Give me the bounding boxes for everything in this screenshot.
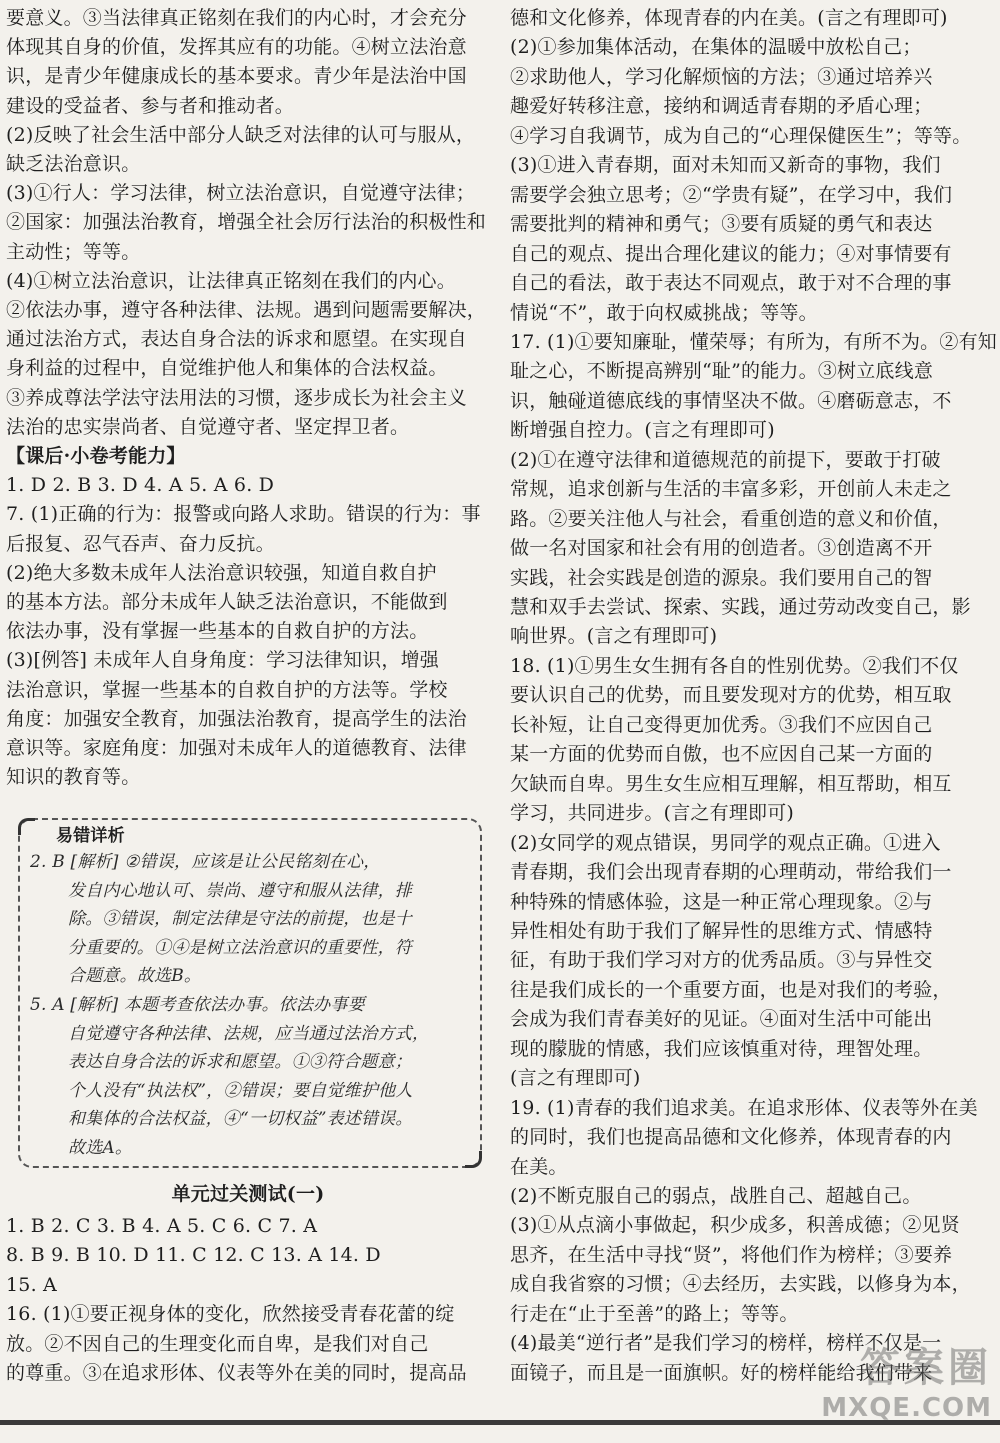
text-line: 需要学会独立思考；②“学贵有疑”，在学习中，我们	[510, 184, 953, 206]
text-line: 自己的观点、提出合理化建议的能力；④对事情要有	[510, 243, 952, 265]
text-line: 的基本方法。部分未成年人缺乏法治意识，不能做到	[6, 591, 448, 613]
text-line: 1. D 2. B 3. D 4. A 5. A 6. D	[6, 474, 275, 496]
text-line: 【课后·小卷考能力】	[6, 445, 186, 467]
box-line: 除。③错误，制定法律是守法的前提，也是十	[68, 909, 412, 929]
text-line: (2)绝大多数未成年人法治意识较强，知道自救自护	[6, 562, 437, 584]
text-line: 1. B 2. C 3. B 4. A 5. C 6. C 7. A	[6, 1215, 318, 1237]
text-line: 需要批判的精神和勇气；③要有质疑的勇气和表达	[510, 213, 933, 235]
section-title: 单元过关测试(一)	[171, 1183, 325, 1205]
text-line: 学习，共同进步。(言之有理即可)	[510, 802, 795, 824]
box-line: 自觉遵守各种法律、法规，应当通过法治方式，	[68, 1024, 430, 1044]
text-line: 种特殊的情感体验，这是一种正常心理现象。②与	[510, 891, 933, 913]
text-line: 情说“不”，敢于向权威挑战；等等。	[510, 302, 818, 324]
error-analysis-box	[18, 818, 482, 1168]
text-line: 长补短，让自己变得更加优秀。③我们不应因自己	[510, 714, 933, 736]
watermark-logo	[821, 1336, 992, 1423]
text-line: 实践，社会实践是创造的源泉。我们要用自己的智	[510, 567, 933, 589]
text-line: 角度：加强安全教育，加强法治教育，提高学生的法治	[6, 708, 467, 730]
text-line: 体现其自身的价值，发挥其应有的功能。④树立法治意	[6, 36, 467, 58]
text-line: 青春期，我们会出现青春期的心理萌动，带给我们一	[510, 861, 952, 883]
text-line: (言之有理即可)	[510, 1067, 641, 1089]
text-line: 面镜子，而且是一面旗帜。好的榜样能给我们带来	[510, 1362, 933, 1384]
text-line: 欠缺而自卑。男生女生应相互理解，相互帮助，相互	[510, 773, 952, 795]
text-line: (2)不断克服自己的弱点，战胜自己、超越自己。	[510, 1185, 922, 1207]
text-line: 15. A	[6, 1274, 57, 1296]
text-line: 身利益的过程中，自觉维护他人和集体的合法权益。	[6, 357, 448, 379]
text-line: 趣爱好转移注意，接纳和调适青春期的矛盾心理；	[510, 95, 933, 117]
text-line: 法治的忠实崇尚者、自觉遵守者、坚定捍卫者。	[6, 416, 410, 438]
text-line: (2)反映了社会生活中部分人缺乏对法律的认可与服从，	[6, 124, 476, 146]
box-line: 故选A。	[68, 1138, 133, 1158]
text-line: (3)①进入青春期，面对未知而又新奇的事物，我们	[510, 154, 941, 176]
watermark-en: MXQE.COM	[821, 1393, 992, 1423]
text-line: 通过法治方式，表达自身合法的诉求和愿望。在实现自	[6, 328, 467, 350]
text-line: (3)①行人：学习法律，树立法治意识，自觉遵守法律；	[6, 182, 476, 204]
text-line: (3)[例答] 未成年人自身角度：学习法律知识，增强	[6, 649, 439, 671]
text-line: 常规，追求创新与生活的丰富多彩，开创前人未走之	[510, 478, 952, 500]
text-line: (2)①在遵守法律和道德规范的前提下，要敢于打破	[510, 449, 941, 471]
box-line: 2. B [解析] ②错误，应该是让公民铭刻在心，	[30, 852, 381, 872]
text-line: 异性相处有助于我们了解异性的思维方式、情感特	[510, 920, 933, 942]
text-line: 耻之心，不断提高辨别“耻”的能力。③树立底线意	[510, 360, 934, 382]
text-line: 自己的看法，敢于表达不同观点，敢于对不合理的事	[510, 272, 952, 294]
text-line: 响世界。(言之有理即可)	[510, 625, 718, 647]
text-line: 某一方面的优势而自傲，也不应因自己某一方面的	[510, 743, 933, 765]
text-line: (3)①从点滴小事做起，积少成多，积善成德；②见贤	[510, 1214, 960, 1236]
box-line: 个人没有“执法权”，②错误；要自觉维护他人	[68, 1081, 413, 1101]
text-line: 后报复、忍气吞声、奋力反抗。	[6, 533, 275, 555]
text-line: ④学习自我调节，成为自己的“心理保健医生”；等等。	[510, 125, 972, 147]
text-line: 征，有助于我们学习对方的优秀品质。③与异性交	[510, 949, 933, 971]
text-line: 会成为我们青春美好的见证。④面对生活中可能出	[510, 1008, 933, 1030]
text-line: ②依法办事，遵守各种法律、法规。遇到问题需要解决，	[6, 299, 487, 321]
text-line: 16. (1)①要正视身体的变化，欣然接受青春花蕾的绽	[6, 1303, 455, 1325]
text-line: 识，触碰道德底线的事情坚决不做。④磨砺意志，不	[510, 390, 952, 412]
text-line: ③养成尊法学法守法用法的习惯，逐步成长为社会主义	[6, 387, 467, 409]
text-line: 识，是青少年健康成长的基本要求。青少年是法治中国	[6, 65, 467, 87]
box-title: 易错详析	[56, 826, 125, 846]
text-line: 法治意识，掌握一些基本的自救自护的方法等。学校	[6, 679, 448, 701]
text-line: 意识等。家庭角度：加强对未成年人的道德教育、法律	[6, 737, 467, 759]
box-corner-decoration	[18, 818, 35, 835]
box-line: 分重要的。①④是树立法治意识的重要性，符	[68, 938, 412, 958]
box-line: 和集体的合法权益，④“一切权益”表述错误。	[68, 1109, 413, 1129]
text-line: 放。②不因自己的生理变化而自卑，是我们对自己	[6, 1333, 429, 1355]
box-line: 发自内心地认可、崇尚、遵守和服从法律，排	[68, 881, 412, 901]
box-corner-decoration	[465, 1151, 482, 1168]
text-line: 建设的受益者、参与者和推动者。	[6, 95, 295, 117]
text-line: 依法办事，没有掌握一些基本的自救自护的方法。	[6, 620, 429, 642]
text-line: ②国家：加强法治教育，增强全社会厉行法治的积极性和	[6, 211, 487, 233]
text-line: 德和文化修养，体现青春的内在美。(言之有理即可)	[510, 7, 948, 29]
text-line: 的尊重。③在追求形体、仪表等外在美的同时，提高品	[6, 1362, 467, 1384]
text-line: (4)①树立法治意识，让法律真正铭刻在我们的内心。	[6, 270, 456, 292]
text-line: 要意义。③当法律真正铭刻在我们的内心时，才会充分	[6, 7, 467, 29]
text-line: 思齐，在生活中寻找“贤”，将他们作为榜样；③要养	[510, 1244, 953, 1266]
text-line: 慧和双手去尝试、探索、实践，通过劳动改变自己，影	[510, 596, 971, 618]
box-line: 表达自身合法的诉求和愿望。①③符合题意；	[68, 1052, 412, 1072]
text-line: (2)①参加集体活动，在集体的温暖中放松自己；	[510, 36, 922, 58]
text-line: 8. B 9. B 10. D 11. C 12. C 13. A 14. D	[6, 1244, 381, 1266]
text-line: 18. (1)①男生女生拥有各自的性别优势。②我们不仅	[510, 655, 959, 677]
text-line: 做一名对国家和社会有用的创造者。③创造离不开	[510, 537, 933, 559]
text-line: 缺乏法治意识。	[6, 153, 141, 175]
text-line: 主动性；等等。	[6, 241, 141, 263]
text-line: 路。②要关注他人与社会，看重创造的意义和价值，	[510, 508, 952, 530]
text-line: ②求助他人，学习化解烦恼的方法；③通过培养兴	[510, 66, 933, 88]
text-line: (4)最美“逆行者”是我们学习的榜样，榜样不仅是一	[510, 1332, 942, 1354]
text-line: 成自我省察的习惯；④去经历，去实践，以修身为本，	[510, 1273, 971, 1295]
text-line: 19. (1)青春的我们追求美。在追求形体、仪表等外在美	[510, 1097, 978, 1119]
text-line: 要认识自己的优势，而且要发现对方的优势，相互取	[510, 684, 952, 706]
box-line: 5. A [解析] 本题考查依法办事。依法办事要	[30, 995, 365, 1015]
text-line: 现的朦胧的情感，我们应该慎重对待，理智处理。	[510, 1038, 933, 1060]
text-line: (2)女同学的观点错误，男同学的观点正确。①进入	[510, 832, 941, 854]
text-line: 知识的教育等。	[6, 766, 141, 788]
text-line: 往是我们成长的一个重要方面，也是对我们的考验，	[510, 979, 952, 1001]
text-line: 断增强自控力。(言之有理即可)	[510, 419, 775, 441]
text-line: 17. (1)①要知廉耻，懂荣辱；有所为，有所不为。②有知	[510, 331, 997, 353]
text-line: 7. (1)正确的行为：报警或向路人求助。错误的行为：事	[6, 503, 481, 525]
box-line: 合题意。故选B。	[68, 966, 202, 986]
text-line: 在美。	[510, 1156, 568, 1178]
text-line: 的同时，我们也提高品德和文化修养，体现青春的内	[510, 1126, 952, 1148]
text-line: 行走在“止于至善”的路上；等等。	[510, 1303, 799, 1325]
watermark-cn: 答案圈	[860, 1345, 992, 1391]
